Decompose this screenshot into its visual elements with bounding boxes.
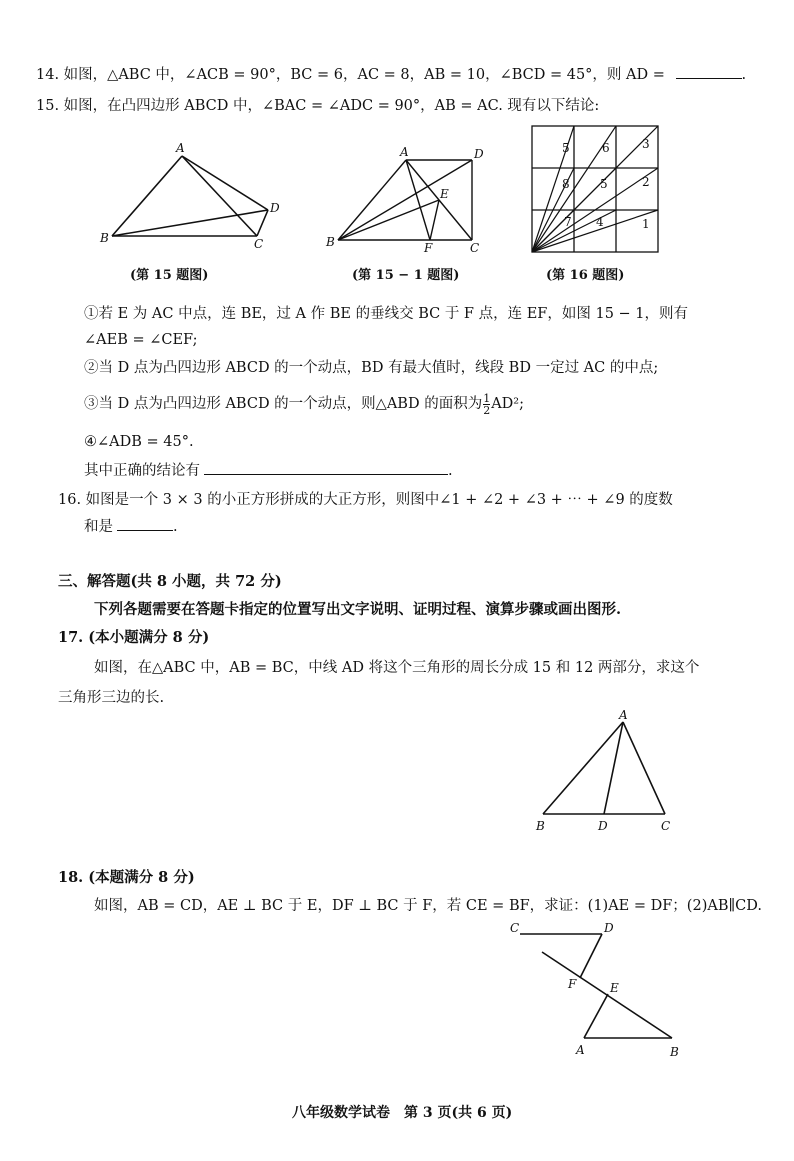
question-16-line-1: 16. 如图是一个 3 × 3 的小正方形拼成的大正方形，则图中∠1 + ∠2 + ∠3 + ⋯ + ∠9 的度数 [58, 492, 673, 508]
fig18-label-E: E [610, 981, 619, 995]
fig15-caption: (第 15 题图) [130, 268, 209, 283]
q15-item-4: ④∠ADB = 45°. [84, 434, 194, 450]
section-3-instruction: 下列各题需要在答题卡指定的位置写出文字说明、证明过程、演算步骤或画出图形. [94, 601, 622, 618]
figure-15-1 [326, 140, 496, 255]
question-15: 15. 如图，在凸四边形 ABCD 中，∠BAC = ∠ADC = 90°，AB = AC. 现有以下结论: [36, 98, 600, 114]
question-17-title: 17. (本小题满分 8 分) [58, 629, 210, 646]
fig18-label-D: D [604, 921, 614, 935]
fig16-angle-8: 8 [562, 177, 570, 191]
fig15-1-label-A: A [400, 145, 409, 159]
fig16-angle-3: 3 [642, 137, 650, 151]
fig16-angle-4: 4 [596, 215, 604, 229]
fig17-label-B: B [536, 819, 545, 833]
q15-item-3 [84, 392, 524, 416]
q16-label: 和是 [84, 519, 113, 535]
fig15-1-label-D: D [474, 147, 484, 161]
fig15-1-caption: (第 15 − 1 题图) [352, 268, 460, 283]
question-17-line-1: 如图，在△ABC 中，AB = BC，中线 AD 将这个三角形的周长分成 15 和 12 两部分，求这个 [94, 660, 700, 676]
question-14 [36, 64, 746, 85]
figure-16 [524, 120, 664, 260]
fig18-label-C: C [510, 921, 520, 935]
fig15-1-label-B: B [326, 235, 335, 249]
figure-15 [96, 140, 286, 250]
fig17-label-D: D [598, 819, 608, 833]
figure-18 [506, 914, 686, 1064]
fig15-label-B: B [100, 231, 109, 245]
q15-item-1a: ①若 E 为 AC 中点，连 BE，过 A 作 BE 的垂线交 BC 于 F 点，连 EF，如图 15 − 1，则有 [84, 306, 689, 322]
fig16-angle-7: 7 [564, 215, 572, 229]
fig16-angle-5b: 5 [600, 177, 608, 191]
q14-answer-blank[interactable] [676, 64, 742, 79]
q15-item-3-end: AD²; [491, 396, 524, 412]
q15-item-1b: ∠AEB = ∠CEF; [84, 332, 198, 348]
q15-answer [84, 460, 453, 481]
question-18-title: 18. (本题满分 8 分) [58, 869, 195, 886]
q15-item-2: ②当 D 点为凸四边形 ABCD 的一个动点，BD 有最大值时，线段 BD 一定过 AC 的中点; [84, 360, 659, 376]
q15-answer-label: 其中正确的结论有 [84, 463, 200, 479]
fig16-caption: (第 16 题图) [546, 268, 625, 283]
figure-17 [530, 704, 680, 834]
question-16-line-2 [84, 516, 178, 537]
q14-end: . [741, 67, 747, 83]
q15-item-3-text: ③当 D 点为凸四边形 ABCD 的一个动点，则△ABD 的面积为 [84, 396, 483, 412]
fig16-angle-2: 2 [642, 175, 650, 189]
fig15-1-label-C: C [470, 241, 480, 255]
one-half-fraction [483, 393, 490, 416]
page-footer: 八年级数学试卷 第 3 页(共 6 页) [292, 1105, 513, 1121]
q14-text: 14. 如图，△ABC 中，∠ACB = 90°，BC = 6，AC = 8，AB = 10，∠BCD = 45°，则 AD = [36, 67, 665, 83]
fig15-label-A: A [176, 141, 185, 155]
fig18-label-B: B [670, 1045, 679, 1059]
fig17-label-C: C [661, 819, 671, 833]
fig15-label-C: C [254, 237, 264, 251]
fig15-label-D: D [270, 201, 280, 215]
fraction-denominator: 2 [483, 403, 491, 417]
section-3-title: 三、解答题(共 8 小题，共 72 分) [58, 573, 282, 590]
fig15-1-label-E: E [440, 187, 449, 201]
q16-end: . [173, 519, 178, 535]
q16-answer-blank[interactable] [117, 516, 173, 531]
fig15-1-label-F: F [424, 241, 433, 255]
q15-answer-blank[interactable] [204, 460, 448, 475]
fig16-angle-6: 6 [602, 141, 610, 155]
fig16-rays [532, 126, 658, 252]
fig18-label-A: A [576, 1043, 585, 1057]
question-17-line-2: 三角形三边的长. [58, 690, 165, 706]
fig16-angle-1: 1 [642, 217, 650, 231]
fig16-angle-5: 5 [562, 141, 570, 155]
fraction-numerator: 1 [483, 391, 491, 405]
fig17-label-A: A [619, 708, 628, 722]
q15-answer-end: . [448, 463, 453, 479]
fig18-label-F: F [568, 977, 577, 991]
question-18-line-1: 如图，AB = CD，AE ⊥ BC 于 E，DF ⊥ BC 于 F，若 CE = BF，求证：(1)AE = DF；(2)AB∥CD. [94, 898, 762, 914]
